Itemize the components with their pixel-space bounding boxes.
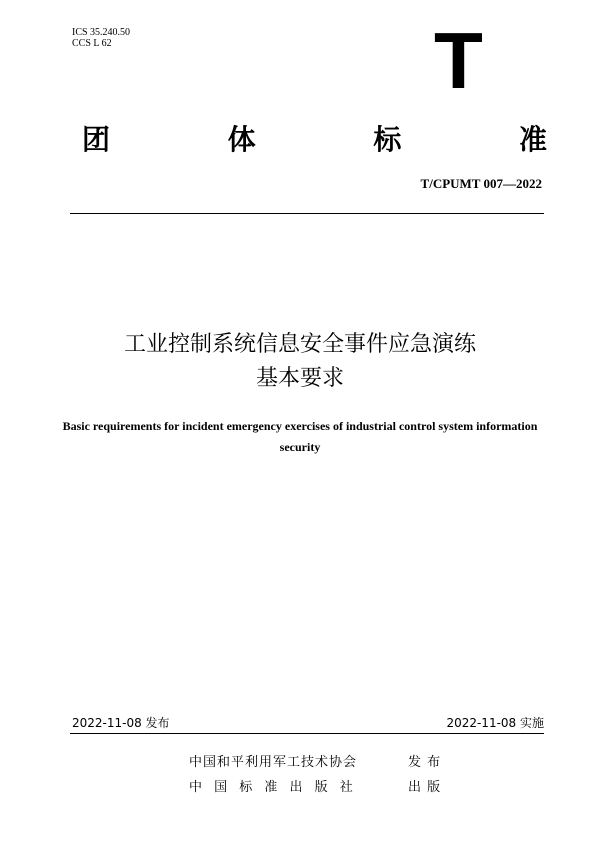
- issue-date: 2022-11-08 发布: [72, 716, 170, 730]
- standard-category: [82, 118, 547, 158]
- press-name: 中 国 标 准 出 版 社: [189, 780, 354, 795]
- category-char: 体: [227, 123, 256, 156]
- title-line: 工业控制系统信息安全事件应急演练: [123, 332, 476, 357]
- title-chinese: [0, 328, 600, 396]
- publisher-role: 发 布: [408, 755, 442, 770]
- publisher-name: 中国和平利用军工技术协会: [189, 755, 358, 770]
- category-char: 准: [518, 123, 547, 156]
- ccs-code: CCS L 62: [72, 38, 112, 49]
- category-char: 团: [82, 123, 111, 156]
- ics-code: ICS 35.240.50: [72, 27, 131, 38]
- implementation-date: 2022-11-08 实施: [446, 716, 544, 730]
- publisher-row: [189, 751, 442, 770]
- title-line: 基本要求: [255, 366, 344, 391]
- standard-number: T/CPUMT 007—2022: [420, 176, 542, 191]
- category-char: 标: [373, 123, 402, 156]
- press-row: [189, 776, 442, 795]
- classification-codes: [72, 27, 130, 49]
- standard-type-mark: T: [434, 16, 483, 105]
- press-role: 出 版: [408, 780, 442, 795]
- title-english: Basic requirements for incident emergency exercises of industrial control system information security: [62, 419, 538, 454]
- bottom-divider: [70, 733, 544, 734]
- top-divider: [70, 213, 544, 214]
